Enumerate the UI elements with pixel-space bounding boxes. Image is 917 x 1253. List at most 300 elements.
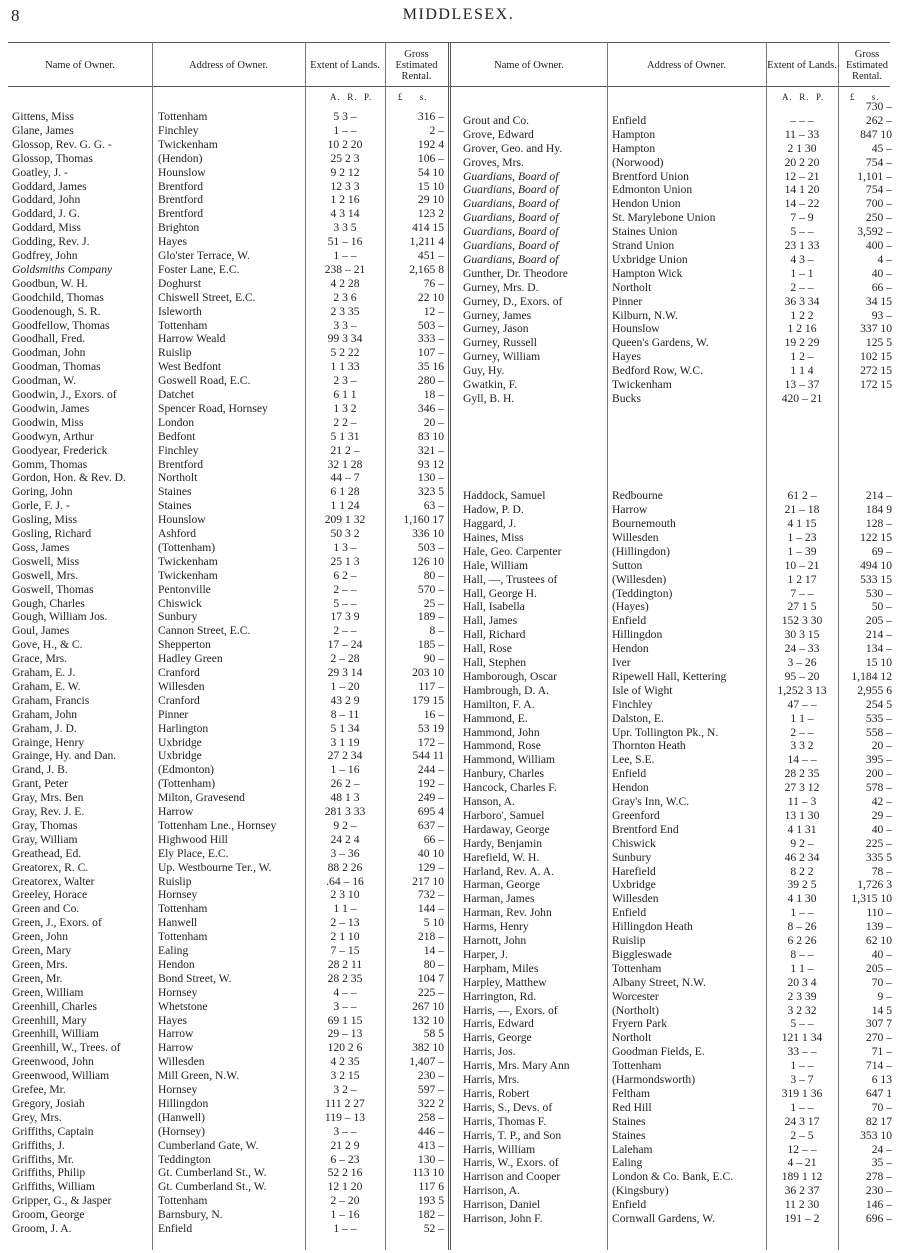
table-row	[0, 559, 917, 573]
owner-name: Harris, Mrs.	[463, 1073, 520, 1086]
gross-rental: 16 –	[423, 707, 444, 721]
owner-name: Harms, Henry	[463, 920, 529, 934]
owner-address: Cumberland Gate, W.	[158, 1138, 259, 1152]
owner-name: Harpley, Matthew	[463, 975, 547, 989]
land-extent: 3 1 19	[330, 735, 360, 749]
owner-address: Tottenham	[612, 1059, 662, 1073]
gross-rental: 494 10	[860, 558, 892, 572]
owner-address: Gt. Cumberland St., W.	[158, 1180, 267, 1194]
owner-name: Grand, J. B.	[12, 763, 68, 777]
land-extent: 24 3 17	[784, 1114, 820, 1128]
owner-address: Uxbridge	[158, 749, 202, 763]
owner-address: Ealing	[158, 944, 189, 957]
table-row	[0, 573, 917, 587]
gross-rental: 193 5	[417, 1194, 444, 1208]
land-extent: 1 – 16	[330, 1208, 360, 1222]
owner-address: (Teddington)	[612, 586, 673, 600]
table-row	[0, 1004, 917, 1018]
owner-name: Goddard, Miss	[12, 221, 81, 235]
gross-rental: 307 7	[865, 1017, 892, 1031]
land-extent: 7 – 15	[330, 944, 360, 957]
gross-rental: 732 –	[417, 888, 444, 902]
owner-address: Ealing	[612, 1156, 643, 1170]
owner-address: Northolt	[612, 280, 652, 294]
owner-name: Hall, James	[463, 614, 518, 628]
table-row	[0, 239, 917, 253]
land-extent: 88 2 26	[327, 860, 363, 874]
gross-rental: 270 –	[865, 1031, 892, 1045]
gross-rental: 754 –	[865, 155, 892, 169]
owner-address: Iver	[612, 656, 631, 669]
land-extent: 14 1 20	[784, 183, 820, 197]
owner-name: Goatley, J. -	[12, 165, 68, 179]
table-row	[0, 753, 917, 767]
owner-name: Goodwin, Miss	[12, 415, 84, 429]
owner-address: Isle of Wight	[612, 683, 673, 697]
land-extent: 1 – 16	[330, 763, 360, 777]
land-extent: 1 2 17	[787, 572, 817, 586]
land-extent: 4 3 –	[790, 252, 814, 266]
land-extent: 3 – –	[333, 1124, 357, 1138]
owner-name: Graham, E. W.	[12, 679, 81, 693]
gross-rental: 700 –	[865, 197, 892, 211]
owner-address: Hayes	[158, 235, 187, 249]
table-row	[0, 906, 917, 920]
owner-address: Brentford	[158, 207, 204, 221]
owner-name: Hall, Isabella	[463, 600, 525, 614]
land-extent: 2 – –	[790, 725, 814, 739]
owner-address: (Hayes)	[612, 600, 649, 614]
gross-rental: 535 –	[865, 711, 892, 725]
land-extent: 2 – –	[790, 280, 814, 294]
header-gross-rental: Gross Estimated Rental.	[395, 48, 438, 82]
land-extent: 23 1 33	[784, 239, 820, 252]
owner-address: Harrow	[158, 1027, 194, 1041]
owner-name: Griffiths, J.	[12, 1138, 65, 1152]
gross-rental: 217 10	[412, 874, 444, 888]
gross-rental: 1,407 –	[409, 1055, 444, 1069]
gross-rental: 14 –	[423, 944, 444, 957]
owner-address: Staines	[158, 485, 192, 499]
gross-rental: 192 –	[417, 777, 444, 791]
land-extent: 1,252 3 13	[777, 683, 827, 697]
table-row	[0, 142, 917, 156]
owner-name: Gwatkin, F.	[463, 378, 518, 391]
owner-name: Harris, S., Devs. of	[463, 1100, 553, 1114]
land-extent: 3 – 7	[790, 1073, 814, 1086]
owner-address: Enfield	[612, 906, 647, 920]
land-extent: 95 – 20	[784, 669, 820, 683]
table-row	[0, 267, 917, 281]
land-extent: 1 1 4	[790, 364, 814, 378]
land-extent: 119 – 13	[324, 1110, 366, 1124]
gross-rental: 139 –	[865, 920, 892, 934]
gross-rental: 205 –	[865, 961, 892, 975]
owner-address: Harrow Weald	[158, 332, 226, 346]
gross-rental: 205 –	[865, 614, 892, 628]
land-extent: 10 – 21	[784, 558, 820, 572]
land-extent: 3 2 –	[333, 1083, 357, 1096]
owner-name: Goodfellow, Thomas	[12, 318, 110, 332]
gross-rental: 113 10	[412, 1166, 444, 1180]
land-extent: 191 – 2	[784, 1212, 820, 1225]
owner-address: Finchley	[158, 443, 199, 457]
land-extent: 6 1 1	[333, 388, 357, 401]
gross-rental: 333 –	[417, 332, 444, 346]
land-extent: 4 1 30	[787, 892, 817, 906]
table-row	[0, 1045, 917, 1059]
land-extent: 24 – 33	[784, 642, 820, 656]
owner-address: Staines Union	[612, 225, 678, 239]
land-extent: 99 3 34	[327, 332, 363, 346]
land-extent: 46 2 34	[784, 850, 820, 864]
land-extent: 2 – 28	[330, 652, 360, 666]
gross-rental: 382 10	[412, 1041, 444, 1055]
gross-rental: 12 –	[423, 304, 444, 318]
owner-address: Tottenham Lne., Hornsey	[158, 818, 277, 832]
owner-address: Foster Lane, E.C.	[158, 262, 240, 276]
owner-name: Grainge, Hy. and Dan.	[12, 749, 117, 763]
table-row	[0, 336, 917, 350]
owner-address: Spencer Road, Hornsey	[158, 401, 268, 415]
owner-name: Harrison, Daniel	[463, 1198, 541, 1212]
owner-address: Hendon Union	[612, 197, 681, 211]
owner-address: Hampton Wick	[612, 266, 683, 280]
gross-rental: 214 –	[865, 628, 892, 642]
gross-rental: 172 –	[417, 735, 444, 749]
owner-address: Goodman Fields, E.	[612, 1045, 705, 1059]
land-extent: 48 1 3	[330, 791, 360, 805]
owner-name: Goodyear, Frederick	[12, 443, 108, 457]
land-extent: 20 3 4	[787, 975, 817, 989]
units-rental: £ s.	[398, 92, 428, 102]
table-row	[0, 378, 917, 392]
owner-name: Harboro', Samuel	[463, 808, 545, 822]
owner-address: Ripewell Hall, Kettering	[612, 669, 727, 683]
owner-name: Harrington, Rd.	[463, 989, 537, 1003]
owner-address: Bond Street, W.	[158, 971, 232, 985]
gross-rental: 144 –	[417, 902, 444, 916]
owner-name: Gray, Rev. J. E.	[12, 805, 85, 818]
owner-name: Goswell, Mrs.	[12, 568, 79, 582]
table-row	[0, 1212, 917, 1226]
gross-rental: 62 10	[865, 934, 892, 947]
land-extent: 2 – –	[333, 624, 357, 638]
owner-address: Hampton	[612, 141, 656, 155]
gross-rental: 258 –	[417, 1110, 444, 1124]
owner-name: Harnott, John	[463, 934, 527, 947]
land-extent: 1 2 2	[790, 308, 814, 322]
owner-name: Hall, Richard	[463, 628, 526, 642]
land-extent: 27 1 5	[787, 600, 817, 614]
table-row	[0, 114, 917, 128]
owner-address: Harlington	[158, 721, 209, 735]
owner-name: Gordon, Hon. & Rev. D.	[12, 471, 126, 485]
land-extent: 1 2 16	[330, 193, 360, 207]
owner-address: Hadley Green	[158, 652, 223, 666]
owner-name: Greenhill, W., Trees. of	[12, 1041, 121, 1055]
owner-address: Feltham	[612, 1086, 650, 1100]
table-row	[0, 128, 917, 142]
land-extent: 2 3 39	[787, 989, 817, 1003]
table-row	[0, 837, 917, 851]
land-extent: 32 1 28	[327, 457, 363, 471]
land-extent: 44 – 7	[330, 471, 360, 485]
table-row	[0, 211, 917, 225]
owner-name: Hammond, E.	[463, 711, 528, 725]
table-row	[0, 420, 917, 434]
owner-address: Hornsey	[158, 888, 198, 902]
owner-address: Hornsey	[158, 985, 198, 999]
land-extent: 5 – –	[790, 225, 814, 239]
owner-address: Finchley	[612, 697, 653, 711]
table-row	[0, 1059, 917, 1073]
gross-rental: 40 –	[871, 947, 892, 961]
owner-name: Harris, Mrs. Mary Ann	[463, 1059, 570, 1073]
table-row	[0, 934, 917, 948]
land-extent: 25 2 3	[330, 151, 360, 165]
owner-address: Teddington	[158, 1152, 211, 1166]
gross-rental: 24 –	[871, 1142, 892, 1156]
table-row	[0, 920, 917, 934]
gross-rental: 353 10	[860, 1128, 892, 1142]
gross-rental: 2,165 8	[409, 262, 444, 276]
land-extent: 189 1 12	[781, 1170, 823, 1184]
land-extent: 5 – –	[333, 596, 357, 610]
land-extent: 4 2 28	[330, 276, 360, 290]
gross-rental: 695 4	[417, 805, 444, 818]
table-row	[0, 1073, 917, 1087]
land-extent: 3 2 15	[330, 1069, 360, 1083]
land-extent: 21 2 9	[330, 1138, 360, 1152]
owner-address: Hendon	[158, 957, 195, 971]
land-extent: 9 2 –	[333, 818, 357, 832]
gross-rental: 1,184 12	[851, 669, 892, 683]
land-extent: 2 2 –	[333, 415, 357, 429]
gross-rental: 503 –	[417, 540, 444, 554]
table-row	[0, 712, 917, 726]
table-row	[0, 600, 917, 614]
owner-address: Goswell Road, E.C.	[158, 374, 251, 388]
owner-address: Uxbridge	[158, 735, 202, 749]
owner-name: Green, John	[12, 930, 69, 944]
owner-name: Harrison, A.	[463, 1184, 520, 1198]
units-rental: £ s.	[850, 92, 880, 102]
owner-name: Greenhill, William	[12, 1027, 99, 1041]
owner-address: Uxbridge	[612, 878, 656, 892]
gross-rental: 185 –	[417, 638, 444, 652]
gross-rental: 14 5	[871, 1003, 892, 1017]
owner-address: Bucks	[612, 391, 641, 405]
owner-address: Hanwell	[158, 916, 198, 930]
gross-rental: 1,315 10	[851, 892, 892, 906]
owner-name: Goldsmiths Company	[12, 262, 113, 276]
owner-address: Ruislip	[612, 934, 646, 947]
owner-address: Biggleswade	[612, 947, 672, 961]
table-row	[0, 364, 917, 378]
table-row	[0, 781, 917, 795]
owner-name: Glane, James	[12, 123, 74, 137]
table-row	[0, 489, 917, 503]
table-row	[0, 350, 917, 364]
table-row	[0, 990, 917, 1004]
owner-name: Goswell, Thomas	[12, 582, 94, 596]
owner-address: Twickenham	[158, 554, 218, 568]
land-extent: .64 – 16	[326, 874, 364, 888]
gross-rental: 647 1	[865, 1086, 892, 1100]
owner-address: Queen's Gardens, W.	[612, 336, 709, 350]
land-extent: 14 – –	[787, 753, 817, 767]
gross-rental: 66 –	[423, 832, 444, 846]
table-row	[0, 406, 917, 420]
owner-address: Enfield	[612, 614, 647, 628]
owner-name: Harris, Thomas F.	[463, 1114, 547, 1128]
gross-rental: 53 19	[417, 721, 444, 735]
gross-rental: 63 –	[423, 499, 444, 513]
table-row	[0, 614, 917, 628]
owner-address: London	[158, 415, 195, 429]
owner-address: London & Co. Bank, E.C.	[612, 1170, 734, 1184]
land-extent: 7 – 9	[790, 211, 814, 225]
owner-address: Gt. Cumberland St., W.	[158, 1166, 267, 1180]
owner-address: Kilburn, N.W.	[612, 308, 678, 322]
land-extent: 1 – –	[790, 906, 814, 920]
owner-name: Harris, Jos.	[463, 1045, 516, 1059]
table-row	[0, 1129, 917, 1143]
owner-name: Greatorex, R. C.	[12, 860, 89, 874]
gross-rental: 123 2	[417, 207, 444, 221]
gross-rental: 102 15	[860, 350, 892, 364]
land-extent: 1 – 1	[790, 266, 814, 280]
gross-rental: 267 10	[412, 999, 444, 1013]
table-row	[0, 684, 917, 698]
land-extent: 8 2 2	[790, 864, 814, 878]
table-row	[0, 642, 917, 656]
gross-rental: 104 7	[417, 971, 444, 985]
gross-rental: 414 15	[412, 221, 444, 235]
header-name-of-owner: Name of Owner.	[494, 59, 564, 71]
owner-name: Hardy, Benjamin	[463, 836, 543, 850]
owner-name: Goul, James	[12, 624, 70, 638]
owner-address: (Norwood)	[612, 155, 664, 169]
owner-name: Grant, Peter	[12, 777, 69, 791]
owner-address: Worcester	[612, 989, 659, 1003]
owner-address: (Willesden)	[612, 572, 667, 586]
gross-rental: 35 –	[871, 1156, 892, 1170]
owner-name: Godfrey, John	[12, 249, 78, 262]
owner-name: Harris, W., Exors. of	[463, 1156, 559, 1170]
land-extent: 6 – 23	[330, 1152, 360, 1166]
gross-rental: 400 –	[865, 239, 892, 252]
table-row	[0, 739, 917, 753]
owner-address: Shepperton	[158, 638, 211, 652]
owner-name: Glossop, Thomas	[12, 151, 93, 165]
owner-address: West Bedfont	[158, 360, 222, 374]
owner-name: Gove, H., & C.	[12, 638, 83, 652]
owner-address: Hillingdon Heath	[612, 920, 693, 934]
owner-name: Harman, Rev. John	[463, 906, 552, 920]
owner-address: Harrow	[158, 1041, 194, 1055]
owner-address: Twickenham	[612, 378, 672, 391]
gross-rental: 451 –	[417, 249, 444, 262]
gross-rental: 446 –	[417, 1124, 444, 1138]
owner-address: (Hillingdon)	[612, 544, 670, 558]
owner-address: Isleworth	[158, 304, 202, 318]
land-extent: 51 – 16	[327, 235, 363, 249]
table-row	[0, 183, 917, 197]
table-row	[0, 170, 917, 184]
gross-rental: 54 10	[417, 165, 444, 179]
gross-rental: 78 –	[871, 864, 892, 878]
owner-name: Harper, J.	[463, 947, 508, 961]
table-row	[0, 795, 917, 809]
owner-address: Tottenham	[158, 1194, 208, 1208]
land-extent: 50 3 2	[330, 527, 360, 540]
gross-rental: 214 –	[865, 489, 892, 503]
land-extent: 2 3 –	[333, 374, 357, 388]
gross-rental: 45 –	[871, 141, 892, 155]
gross-rental: 132 10	[412, 1013, 444, 1027]
land-extent: 281 3 33	[324, 805, 366, 818]
land-extent: 36 2 37	[784, 1184, 820, 1198]
gross-rental: 323 5	[417, 485, 444, 499]
header-address-of-owner: Address of Owner.	[646, 59, 727, 71]
owner-name: Gregory, Josiah	[12, 1096, 85, 1110]
land-extent: 4 1 15	[787, 517, 817, 530]
owner-address: Tottenham	[158, 318, 208, 332]
land-extent: 20 2 20	[784, 155, 820, 169]
owner-name: Graham, John	[12, 707, 78, 721]
owner-name: Goodenough, S. R.	[12, 304, 101, 318]
owner-name: Hammond, William	[463, 753, 556, 767]
owner-name: Haines, Miss	[463, 530, 524, 544]
table-row	[0, 976, 917, 990]
land-extent: 25 1 3	[330, 554, 360, 568]
owner-name: Goodwin, James	[12, 401, 90, 415]
table-row	[0, 587, 917, 601]
land-extent: 1 – –	[333, 123, 357, 137]
land-extent: 1 – –	[790, 1059, 814, 1073]
owner-address: Finchley	[158, 123, 199, 137]
owner-address: (Hendon)	[158, 151, 203, 165]
gross-rental: 395 –	[865, 753, 892, 767]
owner-address: Hendon	[612, 781, 649, 795]
owner-name: Grace, Mrs.	[12, 652, 68, 666]
gross-rental: 218 –	[417, 930, 444, 944]
gross-rental: 58 5	[423, 1027, 444, 1041]
table-row	[0, 295, 917, 309]
land-extent: 12 3 3	[330, 179, 360, 193]
owner-address: Staines	[612, 1114, 646, 1128]
owner-address: (Tottenham)	[158, 540, 216, 554]
owner-name: Guardians, Board of	[463, 169, 559, 183]
owner-name: Hammond, John	[463, 725, 540, 739]
table-row	[0, 1156, 917, 1170]
owner-name: Goddard, John	[12, 193, 81, 207]
owner-name: Goss, James	[12, 540, 70, 554]
land-extent: 5 3 –	[333, 110, 357, 123]
owner-address: (Hanwell)	[158, 1110, 205, 1124]
gross-rental: 70 –	[871, 975, 892, 989]
owner-name: Gurney, Jason	[463, 322, 529, 336]
gross-rental: 503 –	[417, 318, 444, 332]
owner-name: Guardians, Board of	[463, 211, 559, 225]
gross-rental: 9 –	[877, 989, 892, 1003]
gross-rental: 337 10	[860, 322, 892, 336]
owner-name: Gittens, Miss	[12, 110, 74, 123]
owner-address: Northolt	[158, 471, 198, 485]
table-row	[0, 948, 917, 962]
